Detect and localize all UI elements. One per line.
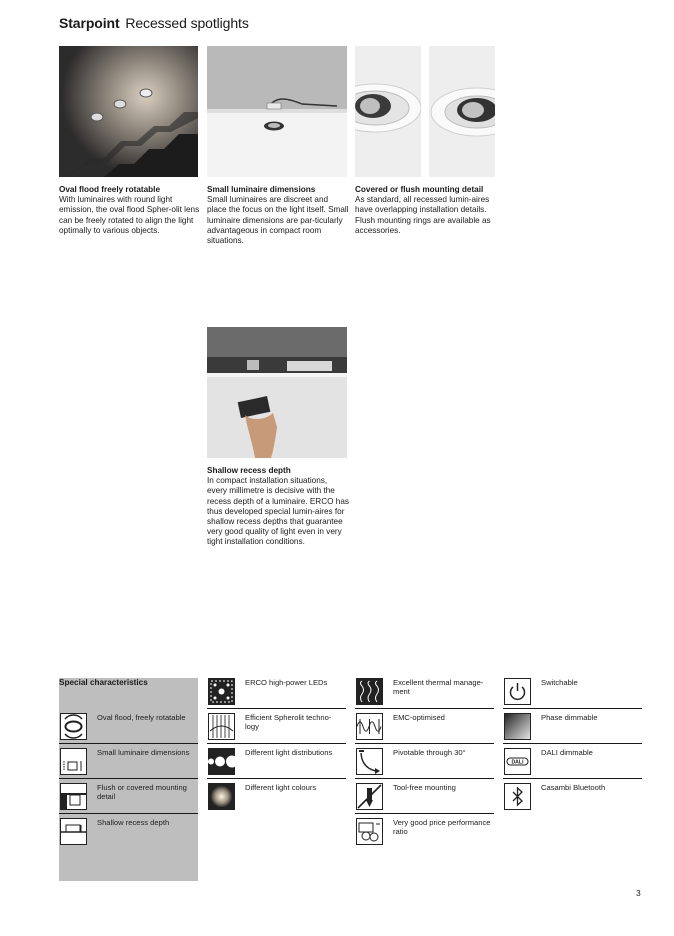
page-number: 3: [636, 888, 641, 898]
spec-price-performance: [355, 818, 494, 849]
spec-emc: [355, 713, 494, 744]
spec-label: Flush or covered mounting detail: [97, 783, 187, 801]
thermal-icon: [356, 678, 383, 705]
spec-light-colours: [207, 783, 346, 814]
photo-flush-mounting: [429, 46, 495, 177]
feature-shallow-recess: [207, 466, 349, 548]
spec-label: Phase dimmable: [541, 713, 598, 722]
dali-badge: DALI: [511, 759, 524, 766]
price-performance-icon: [356, 818, 383, 845]
emc-icon: [356, 713, 383, 740]
spec-shallow-recess: [59, 818, 198, 849]
feature-title: Covered or flush mounting detail: [355, 185, 484, 194]
spec-casambi: [503, 783, 642, 814]
spec-label: Switchable: [541, 678, 578, 687]
spec-label: Casambi Bluetooth: [541, 783, 606, 792]
light-distribution-icon: [208, 748, 235, 775]
spec-label: Excellent thermal manage-ment: [393, 678, 484, 696]
light-colour-icon: [208, 783, 235, 810]
page-subtitle: Recessed spotlights: [125, 15, 249, 31]
photo-oval-flood: [59, 46, 198, 177]
spec-flush-mounting: [59, 783, 198, 814]
feature-text: In compact installation situations, every millimetre is decisive with the recess depth of a luminaire. ERCO has thus developed special lumin-aires for shallow recess depths that guarantee very good quality of light even in very tight installation conditions.: [207, 476, 349, 547]
spec-label: Efficient Spherolit techno-logy: [245, 713, 332, 731]
spec-label: Tool-free mounting: [393, 783, 456, 792]
special-characteristics-heading: Special characteristics: [59, 678, 148, 687]
phase-dim-icon: [504, 713, 531, 740]
spec-oval-flood: [59, 713, 198, 744]
pivot-icon: [356, 748, 383, 775]
feature-text: With luminaires with round light emission, the oval flood Spher-olit lens can be freely rotated to align the light optimally to various objects.: [59, 195, 200, 235]
feature-oval-flood: [59, 185, 201, 236]
spec-label: Different light colours: [245, 783, 317, 792]
feature-text: As standard, all recessed lumin-aires have overlapping installation details. Flush mounting rings are available as accessories.: [355, 195, 491, 235]
spec-dali: [503, 748, 642, 779]
spec-label: EMC-optimised: [393, 713, 445, 722]
feature-small-dimensions: [207, 185, 349, 246]
bluetooth-icon: [504, 783, 531, 810]
feature-title: Oval flood freely rotatable: [59, 185, 161, 194]
feature-title: Small luminaire dimensions: [207, 185, 316, 194]
spec-label: DALI dimmable: [541, 748, 593, 757]
spec-light-distributions: [207, 748, 346, 779]
flush-mounting-icon: [60, 783, 87, 810]
spec-small-dimensions: [59, 748, 198, 779]
photo-covered-mounting: [355, 46, 421, 177]
spec-switchable: [503, 678, 642, 709]
dali-icon: [504, 748, 531, 775]
spec-label: Different light distributions: [245, 748, 333, 757]
spec-thermal: [355, 678, 494, 709]
photo-shallow-recess: [207, 327, 347, 458]
tool-free-icon: [356, 783, 383, 810]
spec-phase-dimmable: [503, 713, 642, 744]
spec-label: ERCO high-power LEDs: [245, 678, 328, 687]
brand-name: Starpoint: [59, 15, 120, 31]
led-icon: [208, 678, 235, 705]
spec-tool-free: [355, 783, 494, 814]
feature-text: Small luminaires are discreet and place the focus on the light itself. Small luminaire dimensions are par-ticularly advantageous in compact room situations.: [207, 195, 349, 246]
spec-label: Shallow recess depth: [97, 818, 170, 827]
spec-spherolit: [207, 713, 346, 744]
feature-covered-mounting: [355, 185, 497, 236]
spec-label: Very good price performance ratio: [393, 818, 491, 836]
shallow-recess-icon: [60, 818, 87, 845]
spec-label: Small luminaire dimensions: [97, 748, 190, 757]
spec-high-power-leds: [207, 678, 346, 709]
spec-pivot: [355, 748, 494, 779]
spec-label: Oval flood, freely rotatable: [97, 713, 186, 722]
spherolit-icon: [208, 713, 235, 740]
rotate-oval-icon: [60, 713, 87, 740]
small-dimensions-icon: [60, 748, 87, 775]
spec-label: Pivotable through 30°: [393, 748, 466, 757]
feature-title: Shallow recess depth: [207, 466, 291, 475]
power-icon: [504, 678, 531, 705]
special-characteristics-panel: [59, 678, 198, 881]
page-title: [59, 15, 249, 31]
photo-small-dimensions: [207, 46, 347, 177]
